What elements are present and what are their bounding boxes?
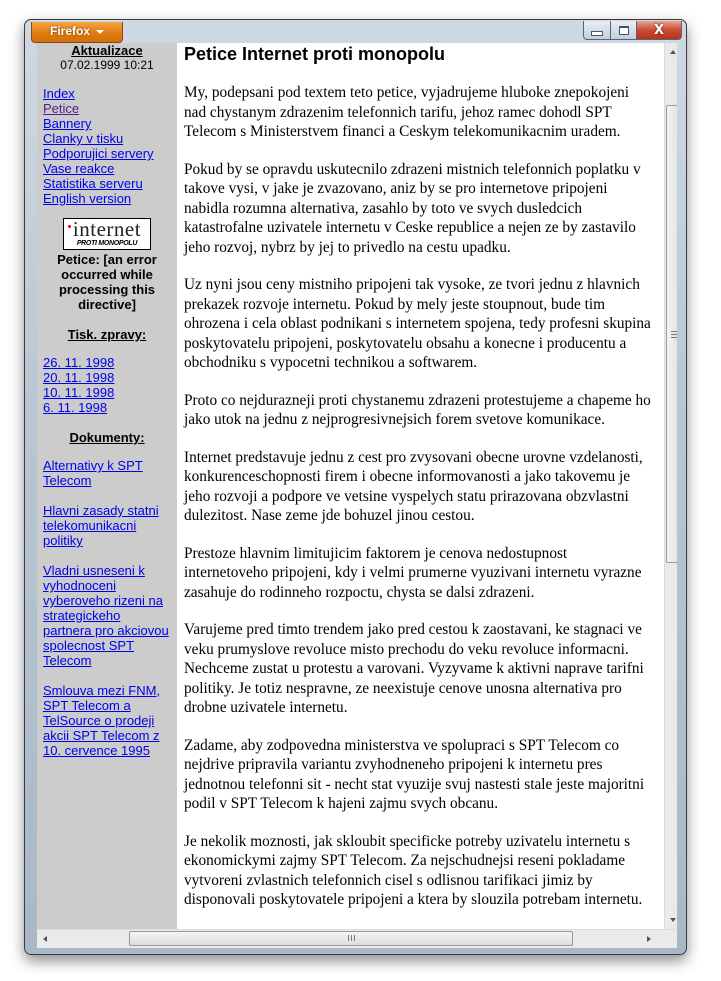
close-button[interactable] <box>637 21 682 40</box>
maximize-button[interactable] <box>611 21 637 40</box>
update-date: 07.02.1999 10:21 <box>60 58 154 72</box>
main-content <box>177 43 654 929</box>
grip-icon <box>671 331 677 340</box>
nav-link-podporujici-servery[interactable]: Podporujici servery <box>43 146 154 161</box>
vertical-scroll-thumb[interactable] <box>666 105 677 563</box>
nav-link-english[interactable]: English version <box>43 191 132 206</box>
internet-proti-monopolu-logo[interactable] <box>63 218 151 250</box>
close-icon: X <box>653 22 665 38</box>
scroll-right-arrow-icon[interactable] <box>647 936 651 942</box>
paragraph: Varujeme pred timto trendem jako pred cestou k zaostavani, ke stagnaci ve veku prumyslove revoluce misto prechodu do veku revoluce informacni. Nechceme zustat u protestu a varovani. Vyzyvame k aktivni naprave tarifni politiky. Je totiz nespravne, ze neexistuje cenove unosna alternativa pro drobne uzivatele internetu. <box>184 621 644 716</box>
press-dates-list <box>43 355 171 415</box>
nav-link-clanky[interactable]: Clanky v tisku <box>43 131 124 146</box>
firefox-menu-button[interactable] <box>31 22 123 43</box>
paragraph: Pokud by se opravdu uskutecnilo zdrazeni mistnich telefonnich poplatku v takove vysi, v jake je zvazovano, aniz by se pro internetove pripojeni nabidla rozumna alternativa, zasahlo by toto ve svych dusledcich katastrofalne uzivatele internetu v Ceske republice a nejen ze by zastavilo jeho rozvoj, nybrz by jej to privedlo na cestu upadku. <box>184 160 641 256</box>
nav-link-statistika[interactable]: Statistika serveru <box>43 176 143 191</box>
paragraph: Proto co nejdurazneji proti chystanemu zdrazeni protestujeme a chapeme ho jako utok na jednu z nejprogresivnejsich forem svetove komunikace. <box>184 391 651 428</box>
grip-icon <box>348 935 357 941</box>
minimize-icon <box>591 31 603 36</box>
horizontal-scroll-thumb[interactable] <box>129 931 573 946</box>
nav-link-petice[interactable]: Petice <box>43 101 80 116</box>
page-title: Petice Internet proti monopolu <box>184 44 446 64</box>
paragraph: Zadame, aby zodpovedna ministerstva ve spolupraci s SPT Telecom co nejdrive pripravila variantu zvyhodneneho pripojeni k internetu pres jednotnou telefonni sit - necht stat vyuzije svuj nastesti stale jeste majoritni podil v SPT Telecom k hajeni zajmu svych obcanu. <box>184 736 645 812</box>
scroll-down-arrow-icon[interactable] <box>670 918 676 922</box>
nav-link-vase-reakce[interactable]: Vase reakce <box>43 161 115 176</box>
document-link[interactable]: Vladni usneseni k vyhodnoceni vyberoveho rizeni na strategickeho partnera pro akciovou spolecnost SPT Telecom <box>43 563 169 668</box>
nav-link-index[interactable]: Index <box>43 86 75 101</box>
paragraph: Internet predstavuje jednu z cest pro zvysovani obecne urovne vzdelanosti, konkurenceschopnosti firem i obecne informovanosti a jako takovemu je jeho rozvoji a podpore ve vetsine vyspelych statu prirazovana obzvlastni dulezitost. Nase zeme jde bohuzel jinou cestou. <box>184 448 643 524</box>
press-link[interactable]: 26. 11. 1998 <box>43 355 115 370</box>
update-heading: Aktualizace <box>71 43 143 58</box>
paragraph: Prestoze hlavnim limitujicim faktorem je cenova nedostupnost internetoveho pripojeni, kdy i velmi prumerne vyuzivani internetu vyrazne zasahuje do rodinneho rozpoctu, chysta se dalsi zdrazeni. <box>184 544 642 601</box>
horizontal-scrollbar[interactable] <box>37 929 677 948</box>
press-link[interactable]: 6. 11. 1998 <box>43 400 108 415</box>
document-link[interactable]: Hlavni zasady statni telekomunikacni politiky <box>43 503 159 548</box>
nav-list <box>43 86 171 206</box>
press-heading: Tisk. zpravy: <box>67 327 147 342</box>
window-controls <box>583 21 682 40</box>
vertical-scrollbar[interactable] <box>664 43 677 929</box>
page-viewport <box>37 43 677 929</box>
petice-status: Petice: [an error occurred while processing this directive] <box>57 252 157 312</box>
firefox-menu-label: Firefox <box>49 24 90 38</box>
dropdown-caret-icon <box>96 30 104 34</box>
paragraph: My, podepsani pod textem teto petice, vyjadrujeme hluboke znepokojeni nad chystanym zdrazenim telefonnich tarifu, jehoz ramec dohodl SPT Telecom s Ministerstvem financi a Ceskym telekomunikacnim uradem. <box>184 84 630 140</box>
press-link[interactable]: 20. 11. 1998 <box>43 370 115 385</box>
paragraph: Uz nyni jsou ceny mistniho pripojeni tak vysoke, ze tvori jednu z hlavnich prekazek rozvoje internetu. Pokud by mely jeste stoupnout, bude tim ohrozena i cela oblast podnikani s internetem spojena, tedy profesni skupina poskytovatelu pripojeni, poskytovatelu obsahu a konecne i producentu a obchodniku s vypocetni technikou a softwarem. <box>184 276 651 371</box>
browser-window <box>24 19 687 955</box>
nav-link-bannery[interactable]: Bannery <box>43 116 92 131</box>
document-link[interactable]: Alternativy k SPT Telecom <box>43 458 143 488</box>
documents-heading: Dokumenty: <box>69 430 145 445</box>
maximize-icon <box>619 26 629 35</box>
scroll-left-arrow-icon[interactable] <box>43 936 47 942</box>
minimize-button[interactable] <box>583 21 611 40</box>
sidebar <box>37 43 177 929</box>
documents-list <box>43 458 171 758</box>
logo-word: internet <box>72 217 142 241</box>
logo-subtitle: PROTI MONOPOLU <box>76 240 138 247</box>
scroll-up-arrow-icon[interactable] <box>670 50 676 54</box>
press-link[interactable]: 10. 11. 1998 <box>43 385 115 400</box>
document-link[interactable]: Smlouva mezi FNM, SPT Telecom a TelSource o prodeji akcii SPT Telecom z 10. cervence 1995 <box>43 683 161 758</box>
paragraph: Je nekolik moznosti, jak skloubit specificke potreby uzivatelu internetu s ekonomickymi zajmy SPT Telecom. Za nejschudnejsi reseni pokladame vytvoreni zvlastnich telefonnich cisel s odlisnou tarifikaci jimiz by disponovali poskytovatele pripojeni a ktera by slouzila potrebam internetu. <box>184 832 643 908</box>
